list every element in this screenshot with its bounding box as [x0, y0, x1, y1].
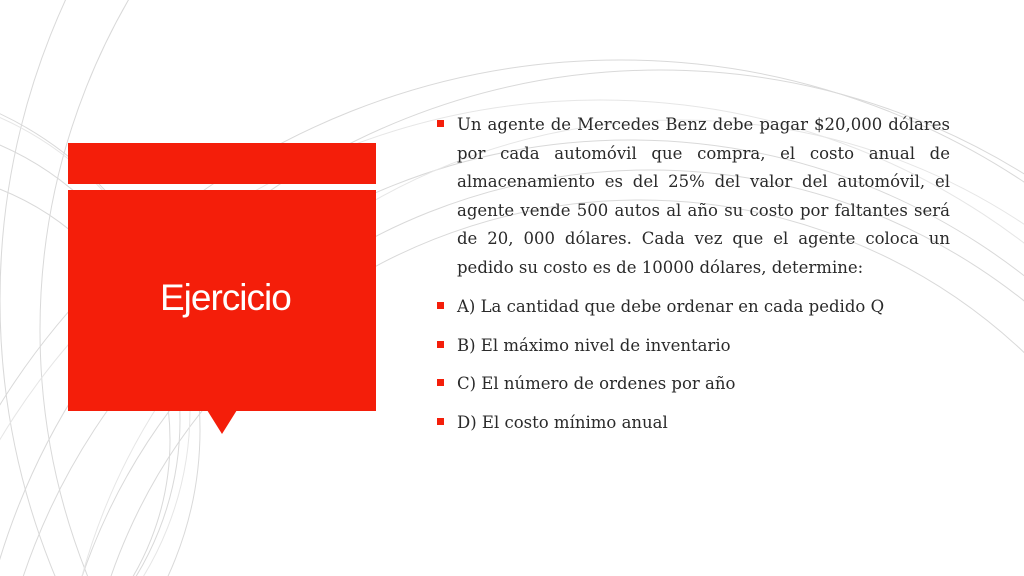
- bullet-item: [437, 370, 950, 399]
- square-bullet-icon: [437, 379, 444, 386]
- bullet-text: D) El costo mínimo anual: [457, 412, 668, 432]
- slide-title: Ejercicio: [160, 277, 291, 318]
- bullet-text: A) La cantidad que debe ordenar en cada pedido Q: [457, 297, 885, 316]
- bullet-text: Un agente de Mercedes Benz debe pagar $20,000 dólares por cada automóvil que compra, el costo anual de almacenamiento es del 25% del valor del automóvil, el agente vende 500 autos al año su costo por faltantes será de 20, 000 dólares. Cada vez que el agente coloca un pedido su costo es de 10000 dólares, determine:: [457, 115, 950, 277]
- bullet-item: [437, 293, 950, 322]
- bullet-item: [437, 409, 950, 438]
- bullet-item: [437, 111, 950, 282]
- square-bullet-icon: [437, 418, 444, 425]
- bullet-text: B) El máximo nivel de inventario: [457, 335, 731, 355]
- bullet-list: [437, 111, 950, 447]
- square-bullet-icon: [437, 120, 444, 127]
- bullet-item: [437, 332, 950, 361]
- title-accent-strip: [68, 143, 376, 184]
- square-bullet-icon: [437, 302, 444, 309]
- square-bullet-icon: [437, 341, 444, 348]
- title-box-pointer: [207, 410, 237, 434]
- bullet-text: C) El número de ordenes por año: [457, 374, 736, 393]
